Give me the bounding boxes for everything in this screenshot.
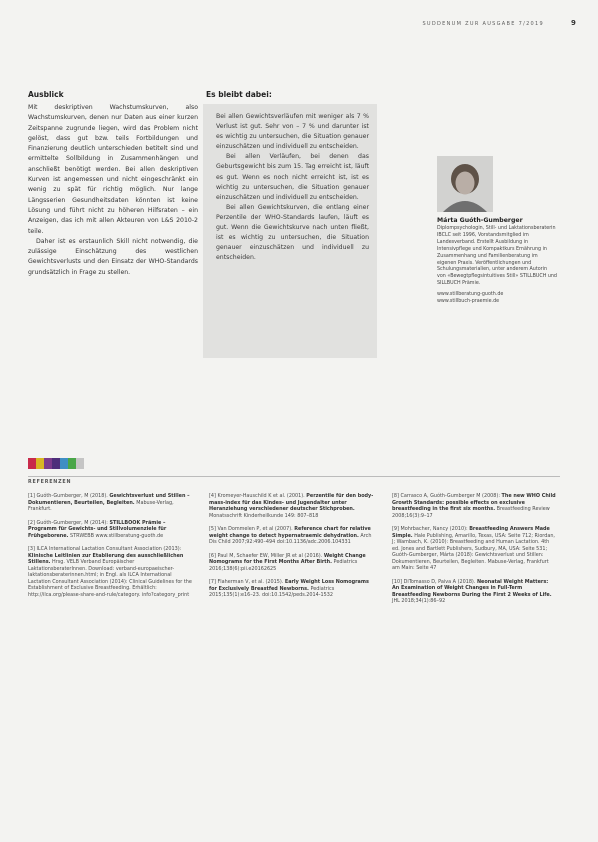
color-swatch [44,458,52,469]
color-swatch [36,458,44,469]
takeaway-paragraph: Bei allen Verläufen, bei denen das Geburtsgewicht bis zum 15. Tag erreicht ist, läuft es gut. Wenn es noch nicht erreicht ist, ist es wichtig zu untersuchen, die Situation genauer einzuschätzen und individuell zu entscheiden. [216,153,369,201]
reference-item: [7] Flaherman V, et al. (2015). Early Weight Loss Nomograms for Exclusively Breastfed Newborns. Pediatrics 2015;135(1):e16–23. doi:10.1542/peds.2014-1532 [209,579,369,598]
outlook-section [28,90,198,278]
author-photo [437,156,493,212]
references-divider [28,476,560,477]
references-column [28,493,193,605]
takeaway-paragraph: Bei allen Gewichtskurven, die entlang einer Perzentile der WHO-Standards laufen, läuft es gut. Wenn die Gewichtskurve nach unten fließt, ist es wichtig zu untersuchen, die Situation genauer einzuschätzen und individuell zu entscheiden. [216,203,369,262]
author-bio [437,217,557,306]
color-swatch [52,458,60,469]
reference-item: [2] Guóth-Gumberger, M (2014): STILLBOOK Prämie – Programm für Gewichts- und Stillvolumenziele für Frühgeborene. STRWEBB www.stillberatung-guoth.de [28,519,167,539]
running-head: SUDDENUM ZUR AUSGABE 7/2019 [422,21,544,27]
references-column [392,493,557,612]
page-number: 9 [571,19,576,27]
references-column [209,493,374,606]
takeaway-paragraph: Bei allen Gewichtsverläufen mit weniger als 7 % Verlust ist gut. Sehr von – 7 % und darunter ist es wichtig zu untersuchen, die Situation genauer einzuschätzen und individuell zu entscheiden. [216,113,369,151]
color-swatch [68,458,76,469]
color-swatch [28,458,36,469]
author-link[interactable]: www.stillberatung-guoth.de [437,292,504,298]
reference-item: [9] Mohrbacher, Nancy (2010): Breastfeeding Answers Made Simple. Hale Publishing, Amarillo, Texas, USA: Seite 712; Riordan, J; Wambach, K. (2010): Breastfeeding and Human Lactation. 4th ed. Jones and Bartlett Publishers, Sudbury, MA, USA: Seite 531; Guóth-Gumberger, Márta (2018): Gewichtsverlust und Stillen: Dokumentieren, Beurteilen, Begleiten. Mabuse-Verlag, Frankfurt am Main: Seite 47 [392,526,555,571]
references-heading: REFERENZEN [28,480,72,485]
reference-item: [1] Guóth-Gumberger, M (2018). Gewichtsverlust und Stillen – Dokumentieren, Beurteilen, Begleiten. Mabuse-Verlag, Frankfurt. [28,493,190,512]
takeaway-heading: Es bleibt dabei: [206,90,272,99]
takeaway-box [203,104,377,358]
author-bio-text: Diplompsychologin, Still- und Laktationsberaterin IBCLC seit 1996, Vorstandsmitglied im Landesverband. Erstellt Ausbildung in Intensivpflege und Kompaktkurs Ernährung in Zusammenhang und Familienberatung im eigenen Praxis. Veröffentlichungen und Schulungsmaterialien, unter anderem Autorin von «Bewegtpflegsintuitives Still» STILLBUCH und SILLBUCH Prämie. [437,226,557,287]
author-link[interactable]: www.stillbuch-praemie.de [437,299,500,305]
author-links [437,292,557,306]
color-bar [28,458,84,469]
reference-item: [10] DiTomasso D, Paiva A (2018). Neonatal Weight Matters: An Examination of Weight Changes in Full-Term Breastfeeding Newborns During the First 2 Weeks of Life. JHL 2018;34(1):86–92 [392,578,552,604]
reference-item: [4] Kromeyer-Hauschild K et al. (2001). Perzentile für den body-mass-index für das Kindes- und Jugendalter unter Heranziehung verschiedener deutscher Stichproben. Monatsschrift Kinderheilkunde 149: 807–818 [209,493,374,519]
outlook-paragraph: Daher ist es erstaunlich Skill nicht notwendig, die zulässige Einschätzung des westlichen Gewichtsverlusts und den Einsatz der WHO-Standards grundsätzlich in Frage zu stellen. [28,237,198,276]
reference-item: [8] Carrasco A, Guóth-Gumberger M (2008): The new WHO Child Growth Standards: possible effects on exclusive breastfeeding in the first six months. Breastfeeding Review 2008;16(3):9–17 [392,493,556,519]
reference-item: [5] Van Dommelen P, et al (2007). Reference chart for relative weight change to detect hypernatraemic dehydration. Arch Dis Child 2007;92:490–494 doi:10.1136/adc.2006.104331 [209,526,372,545]
color-swatch [76,458,84,469]
author-name: Márta Guóth-Gumberger [437,217,523,224]
color-swatch [60,458,68,469]
outlook-heading: Ausblick [28,90,64,99]
reference-item: [3] ILCA International Lactation Consultant Association (2013): Klinische Leitlinien zur Etablierung des ausschließlichen Stillens. Hrsg. VELB Verband Europäischer LaktationsberaterInnen. Download: verband-europaeischer-laktationsberaterinnen.html; in Engl. als ILCA International Lactation Consultant Association (2014): Clinical Guidelines for the Establishment of Exclusive Breastfeeding. Erhältlich: http://ilca.org/please-share-and-rule/category. info?category_print [28,546,192,598]
outlook-paragraph: Mit deskriptiven Wachstumskurven, also Wachstumskurven, denen nur Daten aus einer kurzen Zeitspanne zugrunde liegen, wird das Problem nicht gelöst, dass gut bzw. teils Fortbildungen und Finanzierung deutlich unterschieden betitelt sind und ermittelte Sollbildung in Zusammenhängen und anschließt benötigt werden. Bei allen deskriptiven Kurven ist angemessen und nicht eingeschränkt ein wenig zu spät für richtig möglich. Nur lange Längsserien Gesundheitsdaten könnten ist keine Lösung und führt nicht zu höheren Hilfsraten – ein Anzeigen, das ich mit allen Akteuren von L&S 2010-2 teile. [28,104,198,235]
reference-item: [6] Paul M, Schaefer EW, Miller JR et al (2016). Weight Change Nomograms for the First Months After Birth. Pediatrics 2016;138(6):pii.e20162625 [209,552,366,572]
